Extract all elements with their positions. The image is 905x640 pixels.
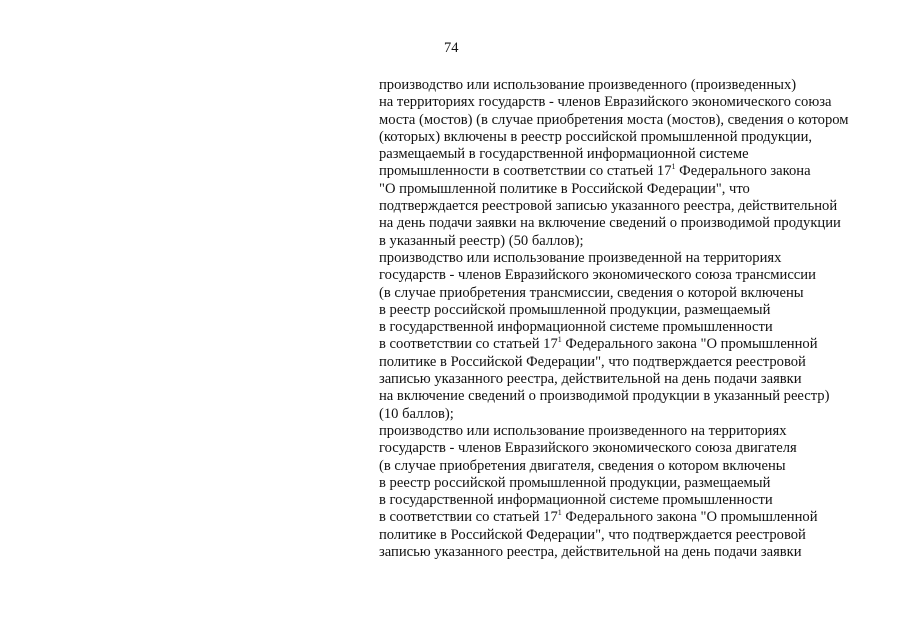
text-line [379,354,899,371]
text-line [379,406,899,423]
text-line [379,146,899,163]
text-line-content: моста (мостов) (в случае приобретения моста (мостов), сведения о котором [379,111,849,128]
text-line-content: в указанный реестр) (50 баллов); [379,232,584,249]
text-line [379,423,899,440]
text-line-content: в государственной информационной системе промышленности [379,492,773,509]
superscript: 1 [557,507,562,517]
page-number: 74 [444,40,459,56]
text-line-content: промышленности в соответствии со статьей 17 [379,163,672,180]
text-line [379,215,899,232]
text-line-continuation: Федерального закона "О промышленной [561,336,818,353]
text-line-content: (в случае приобретения двигателя, сведения о котором включены [379,457,786,474]
text-line-content: "О промышленной политике в Российской Федерации", что [379,180,750,197]
text-line-content: государств - членов Евразийского экономического союза трансмиссии [379,267,816,284]
text-line [379,527,899,544]
superscript: 1 [671,161,676,171]
text-line-content: политике в Российской Федерации", что подтверждается реестровой [379,526,806,543]
text-line [379,492,899,509]
text-line-content: (которых) включены в реестр российской промышленной продукции, [379,128,813,145]
text-line-content: размещаемый в государственной информационной системе [379,146,749,163]
text-line-content: на включение сведений о производимой продукции в указанный реестр) [379,388,830,405]
text-line [379,509,899,526]
text-line [379,302,899,319]
text-line-continuation: Федерального закона "О промышленной [561,509,818,526]
text-line [379,285,899,302]
text-line [379,129,899,146]
text-line [379,388,899,405]
body-text [379,77,899,561]
text-line [379,94,899,111]
text-line-content: в соответствии со статьей 17 [379,336,558,353]
superscript: 1 [557,334,562,344]
text-line-content: производство или использование произведенной на территориях [379,249,782,266]
text-line-content: в соответствии со статьей 17 [379,509,558,526]
text-line-content: записью указанного реестра, действительной на день подачи заявки [379,371,802,388]
text-line [379,544,899,561]
text-line-content: в реестр российской промышленной продукции, размещаемый [379,474,771,491]
text-line-content: (в случае приобретения трансмиссии, сведения о которой включены [379,284,804,301]
text-line [379,112,899,129]
text-line-content: политике в Российской Федерации", что подтверждается реестровой [379,353,806,370]
text-line [379,250,899,267]
text-line [379,371,899,388]
text-line [379,77,899,94]
text-line-content: (10 баллов); [379,405,454,422]
text-line-content: производство или использование произведенного на территориях [379,422,787,439]
text-line-content: государств - членов Евразийского экономического союза двигателя [379,440,797,457]
text-line [379,336,899,353]
text-line [379,233,899,250]
text-line [379,440,899,457]
text-line-content: на день подачи заявки на включение сведений о производимой продукции [379,215,841,232]
text-line [379,267,899,284]
text-line [379,319,899,336]
text-line-content: в государственной информационной системе промышленности [379,319,773,336]
text-line-content: подтверждается реестровой записью указанного реестра, действительной [379,198,838,215]
text-line [379,181,899,198]
text-line [379,163,899,180]
text-line-content: записью указанного реестра, действительной на день подачи заявки [379,544,802,561]
text-line-content: производство или использование произведенного (произведенных) [379,77,797,93]
text-line [379,475,899,492]
text-line [379,458,899,475]
text-line-continuation: Федерального закона [675,163,811,180]
text-line [379,198,899,215]
text-line-content: в реестр российской промышленной продукции, размещаемый [379,301,771,318]
text-line-content: на территориях государств - членов Евразийского экономического союза [379,94,832,111]
